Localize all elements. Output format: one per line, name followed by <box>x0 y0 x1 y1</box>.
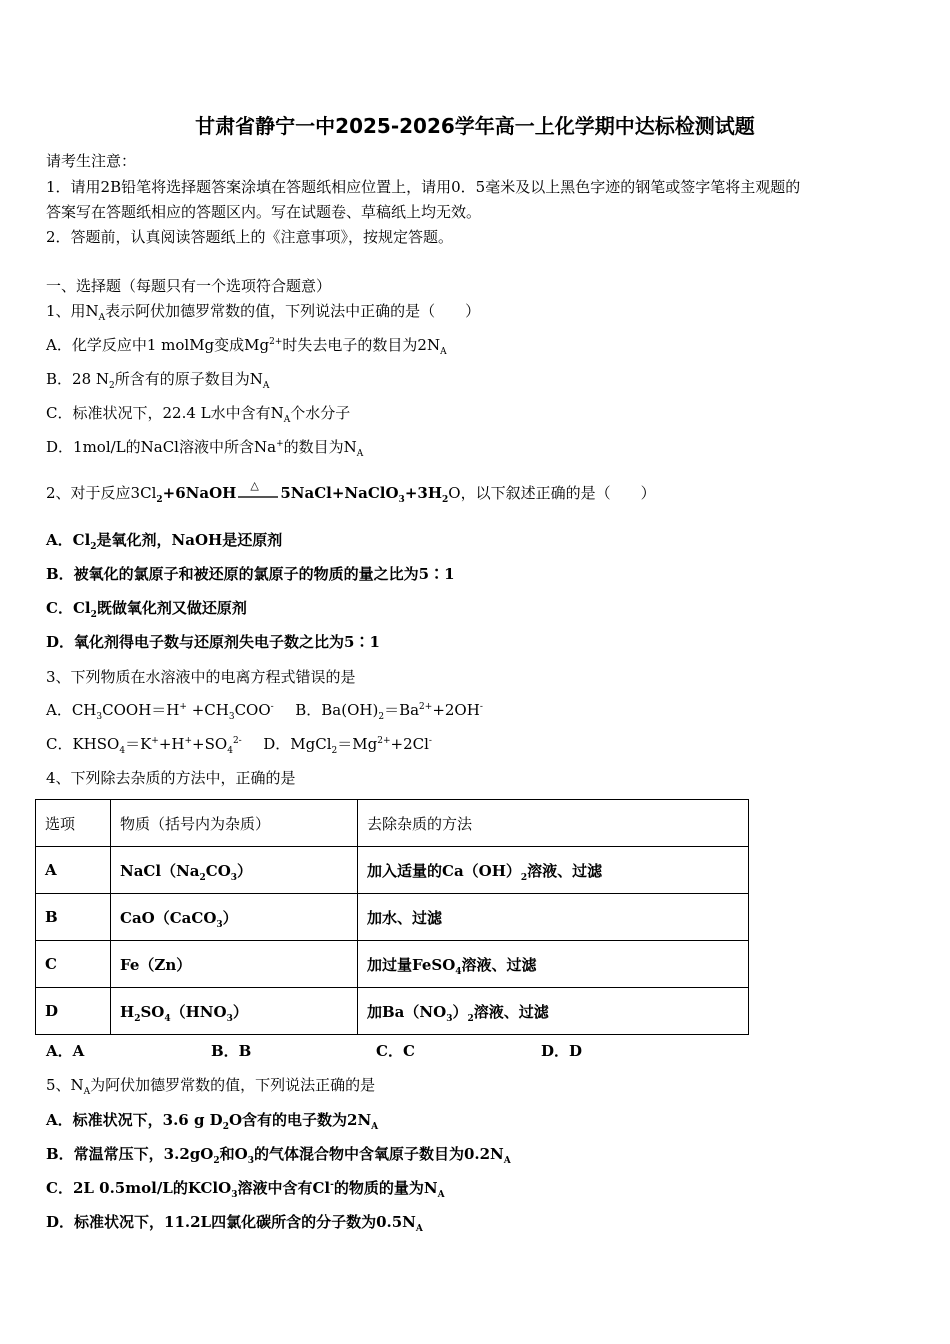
table-cell-substance: $H_2SO_4(HNO_3)$ <box>111 988 358 1035</box>
table-cell-option: A <box>36 847 111 894</box>
table-cell-method: 加$Ba(NO_3)_2$溶液、过滤 <box>358 988 749 1035</box>
section-heading: 一、选择题（每题只有一个选项符合题意） <box>46 277 332 295</box>
table-header-cell: 物质（括号内为杂质） <box>111 800 358 847</box>
table-cell-method: 加过量FeSO$_4$溶液、过滤 <box>358 941 749 988</box>
table-header-row <box>36 800 749 847</box>
table-cell-option: D <box>36 988 111 1035</box>
q3-options-cd <box>46 734 432 754</box>
table-cell-substance: CaO（CaCO$_3$） <box>111 894 358 941</box>
q5-stem: 5、$N_A$为阿伏加德罗常数的值，下列说法正确的是 <box>46 1076 376 1097</box>
q2-option-c: C．$Cl_2$既做氧化剂又做还原剂 <box>46 599 247 620</box>
q2-option-a: A．$Cl_2$是氧化剂，NaOH是还原剂 <box>46 531 283 552</box>
table-row <box>36 847 749 894</box>
table-cell-method: 加入适量的$Ca(OH)_2$溶液、过滤 <box>358 847 749 894</box>
q2-option-d: D．氧化剂得电子数与还原剂失电子数之比为5∶1 <box>46 633 380 651</box>
q5-option-a: A．标准状况下，3.6 g $D_2O$含有的电子数为$2N_A$ <box>46 1111 379 1132</box>
q3-option-a: A．$CH_3COOH=H^+ +CH_3COO^-$ <box>46 701 274 722</box>
page-title: 甘肃省静宁一中2025-2026学年高一上化学期中达标检测试题 <box>195 114 755 138</box>
table-cell-option: C <box>36 941 111 988</box>
table-row <box>36 988 749 1035</box>
q3-option-b: B．$Ba(OH)_2=Ba^{2+}+2OH^-$ <box>295 701 483 722</box>
q3-option-c: C．$KHSO_4=K^++H^++SO_4^{2-}$ <box>46 735 242 756</box>
q1-option-d: D．1mol/L的NaCl溶液中所含Na+的数目为$N_A$ <box>46 438 364 459</box>
table-row <box>36 941 749 988</box>
q5-option-c: C．2L 0.5mol/L的KClO$_3$溶液中含有Cl-的物质的量为$N_A$ <box>46 1179 445 1200</box>
q1-option-b: B．28 $N_2$所含有的原子数目为$N_A$ <box>46 370 270 391</box>
q1-option-c: C．标准状况下，22.4 L水中含有$N_A$个水分子 <box>46 404 351 425</box>
heat-delta-icon: △ <box>250 479 259 492</box>
q4-choice-d: D．D <box>541 1042 583 1060</box>
q5-option-d: D．标准状况下，11.2L四氯化碳所含的分子数为$0.5N_A$ <box>46 1213 423 1234</box>
table-cell-method: 加水、过滤 <box>358 894 749 941</box>
q1-option-a: A．化学反应中1 molMg变成$Mg^{2+}$时失去电子的数目为$2N_A$ <box>46 336 447 357</box>
notice-item-1-line-2: 答案写在答题纸相应的答题区内。写在试题卷、草稿纸上均无效。 <box>46 203 482 221</box>
q1-stem: 1、用$N_A$表示阿伏加德罗常数的值，下列说法中正确的是（ ） <box>46 302 481 323</box>
q2-stem: 2、对于反应$3Cl_2+6NaOH$ △ $5NaCl+NaClO_3+3H_2O$，以下叙述正确的是（ ） <box>46 483 656 503</box>
q4-choice-a: A．A <box>46 1042 85 1060</box>
q4-stem: 4、下列除去杂质的方法中，正确的是 <box>46 769 296 787</box>
notice-heading: 请考生注意： <box>46 152 137 170</box>
q2-option-b: B．被氧化的氯原子和被还原的氯原子的物质的量之比为5∶1 <box>46 565 455 583</box>
table-row <box>36 894 749 941</box>
q5-option-b: B．常温常压下，$3.2gO_2$和$O_3$的气体混合物中含氧原子数目为$0.2N_A$ <box>46 1145 511 1166</box>
table-header-cell: 选项 <box>36 800 111 847</box>
heat-arrow <box>238 479 278 498</box>
q3-stem: 3、下列物质在水溶液中的电离方程式错误的是 <box>46 668 356 686</box>
q4-table <box>35 799 749 1035</box>
table-cell-substance: Fe（Zn） <box>111 941 358 988</box>
q3-option-d: D．$MgCl_2=Mg^{2+}+2Cl^-$ <box>263 735 432 756</box>
q4-choice-b: B．B <box>211 1042 252 1060</box>
table-header-cell: 去除杂质的方法 <box>358 800 749 847</box>
notice-item-1-line-1: 1．请用2B铅笔将选择题答案涂填在答题纸相应位置上，请用0．5毫米及以上黑色字迹的钢笔或签字笔将主观题的 <box>46 178 801 196</box>
table-cell-option: B <box>36 894 111 941</box>
q4-choice-c: C．C <box>376 1042 415 1060</box>
table-cell-substance: $NaCl(Na_2CO_3)$ <box>111 847 358 894</box>
notice-item-2: 2．答题前，认真阅读答题纸上的《注意事项》，按规定答题。 <box>46 228 454 246</box>
q3-options-ab <box>46 700 483 720</box>
